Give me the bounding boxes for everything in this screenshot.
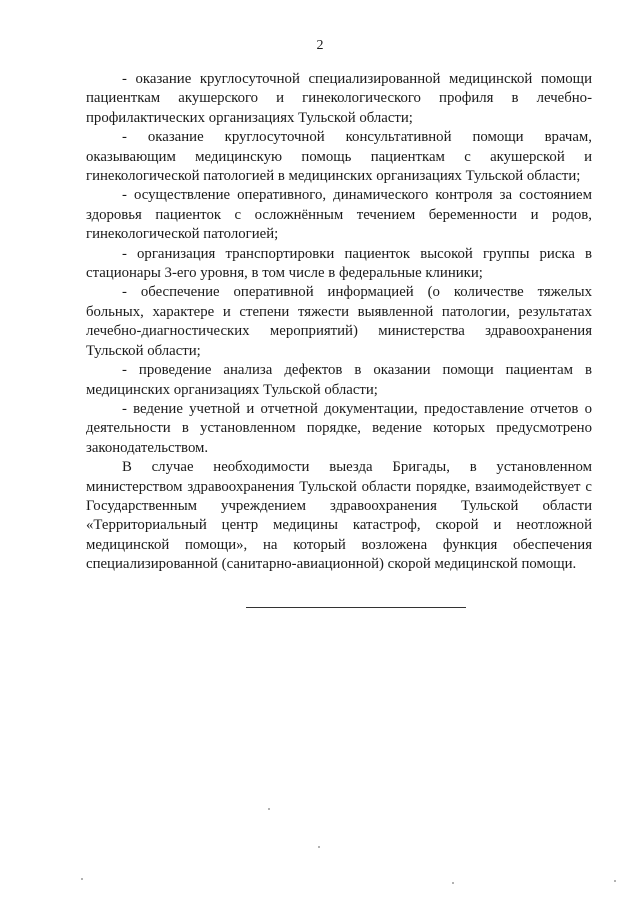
- section-divider: [246, 607, 466, 608]
- scan-artifact-dot: [614, 880, 616, 882]
- list-item-health-monitoring: - осуществление оперативного, динамического контроля за состоянием здоровья пациенток с осложнённым течением беременности и родов, гинекологической патологией;: [86, 187, 592, 243]
- list-item-operational-information: - обеспечение оперативной информацией (о количестве тяжелых больных, характере и степени тяжести выявленной патологии, результатах лечебно-диагностических мероприятий) министерства здравоохранения Тульской области;: [86, 284, 592, 359]
- list-item-defect-analysis: - проведение анализа дефектов в оказании помощи пациентам в медицинских организациях Тульской области;: [86, 362, 592, 398]
- list-item-record-keeping: - ведение учетной и отчетной документации, предоставление отчетов о деятельности в установленном порядке, ведение которых предусмотрено законодательством.: [86, 400, 592, 456]
- scan-artifact-dot: [452, 882, 454, 884]
- scan-artifact-dot: [81, 878, 83, 880]
- scan-artifact-dot: [318, 846, 320, 848]
- list-item-round-the-clock-care: - оказание круглосуточной специализированной медицинской помощи пациенткам акушерского и гинекологического профиля в лечебно-профилактических организациях Тульской области;: [86, 71, 592, 126]
- list-item-transportation: - организация транспортировки пациенток высокой группы риска в стационары 3-его уровня, в том числе в федеральные клиники;: [86, 245, 592, 282]
- scan-artifact-dot: [268, 808, 270, 810]
- page-number: 2: [316, 38, 324, 53]
- closing-paragraph: В случае необходимости выезда Бригады, в установленном министерством здравоохранения Тульской области порядке, взаимодействует с Государственным учреждением здравоохранения Тульской области «Территориальный центр медицины катастроф, скорой и неотложной медицинской помощи», на который возложена функция обеспечения специализированной (санитарно-авиационной) скорой медицинской помощи.: [86, 459, 592, 573]
- list-item-consultative-help: - оказание круглосуточной консультативной помощи врачам, оказывающим медицинскую помощь пациенткам с акушерской и гинекологической патологией в медицинских организациях Тульской области;: [86, 129, 592, 185]
- document-body: [86, 70, 592, 575]
